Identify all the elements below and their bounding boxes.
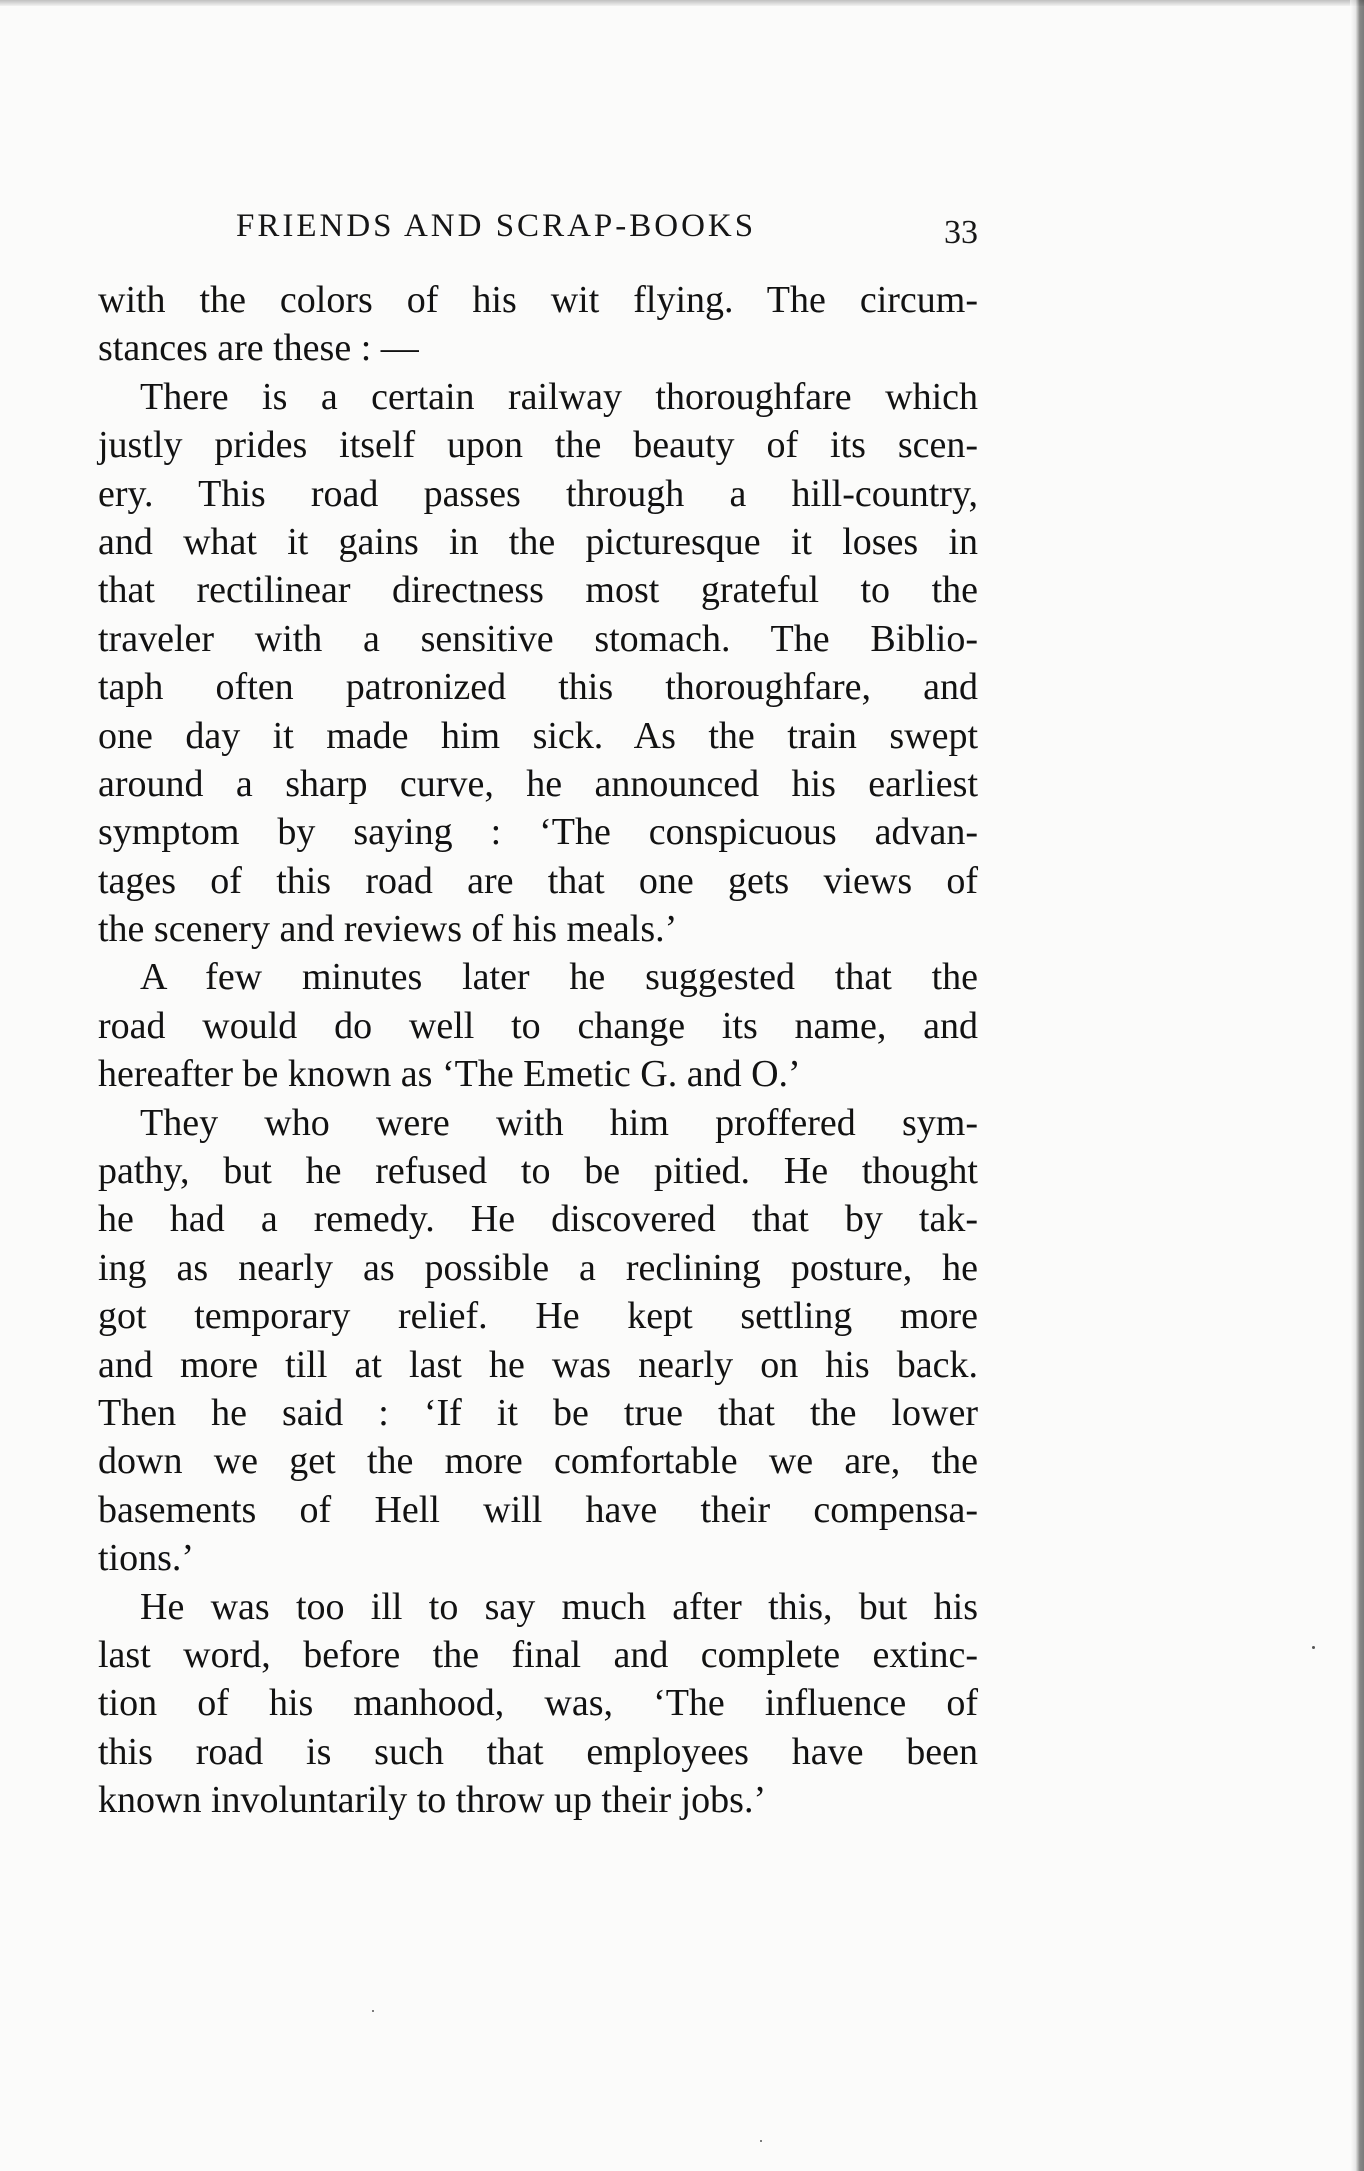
page-top-edge	[0, 0, 1364, 6]
text-line: symptom by saying : ‘The conspicuous advan-	[98, 811, 978, 854]
text-line: tions.’	[98, 1537, 195, 1580]
text-line: down we get the more comfortable we are, the	[98, 1440, 978, 1483]
text-line: he had a remedy. He discovered that by tak-	[98, 1198, 978, 1241]
text-line: There is a certain railway thoroughfare which	[140, 375, 978, 418]
text-line: He was too ill to say much after this, but his	[140, 1585, 978, 1628]
running-head	[98, 208, 978, 258]
text-line: with the colors of his wit flying. The circum-	[98, 279, 978, 321]
text-line: ery. This road passes through a hill-country,	[98, 472, 978, 515]
text-line: pathy, but he refused to be pitied. He thought	[98, 1150, 978, 1193]
text-line: ing as nearly as possible a reclining posture, he	[98, 1246, 978, 1289]
text-line: They who were with him proffered sym-	[140, 1101, 978, 1144]
paper-speck	[760, 2140, 762, 2142]
text-line: known involuntarily to throw up their jobs.’	[98, 1779, 767, 1822]
text-line: traveler with a sensitive stomach. The Biblio-	[98, 617, 978, 660]
text-line: one day it made him sick. As the train swept	[98, 714, 978, 757]
body-text	[98, 276, 978, 1825]
text-line: taph often patronized this thoroughfare, and	[98, 666, 978, 709]
running-head-title: FRIENDS AND SCRAP-BOOKS	[236, 208, 757, 244]
paper-speck	[372, 2010, 374, 2012]
text-line: hereafter be known as ‘The Emetic G. and O.’	[98, 1053, 801, 1096]
text-line: that rectilinear directness most grateful to the	[98, 569, 978, 612]
text-line: tion of his manhood, was, ‘The influence of	[98, 1682, 978, 1725]
text-line: and more till at last he was nearly on his back.	[98, 1343, 978, 1386]
text-line: A few minutes later he suggested that the	[140, 956, 978, 999]
text-line: tages of this road are that one gets views of	[98, 859, 978, 902]
text-line: Then he said : ‘If it be true that the lower	[98, 1391, 978, 1434]
page-number: 33	[944, 214, 978, 251]
text-line: got temporary relief. He kept settling more	[98, 1295, 978, 1338]
text-line: around a sharp curve, he announced his earliest	[98, 762, 978, 805]
text-line: road would do well to change its name, and	[98, 1004, 978, 1047]
paper-speck	[1312, 1646, 1315, 1649]
text-line: this road is such that employees have been	[98, 1730, 978, 1773]
text-line: justly prides itself upon the beauty of its scen-	[98, 424, 978, 467]
text-line: and what it gains in the picturesque it loses in	[98, 520, 978, 563]
text-line: stances are these : —	[98, 327, 419, 370]
text-line: last word, before the final and complete extinc-	[98, 1633, 978, 1676]
text-line: basements of Hell will have their compensa-	[98, 1488, 978, 1531]
page-right-edge	[1350, 0, 1364, 2171]
text-line: the scenery and reviews of his meals.’	[98, 908, 678, 951]
